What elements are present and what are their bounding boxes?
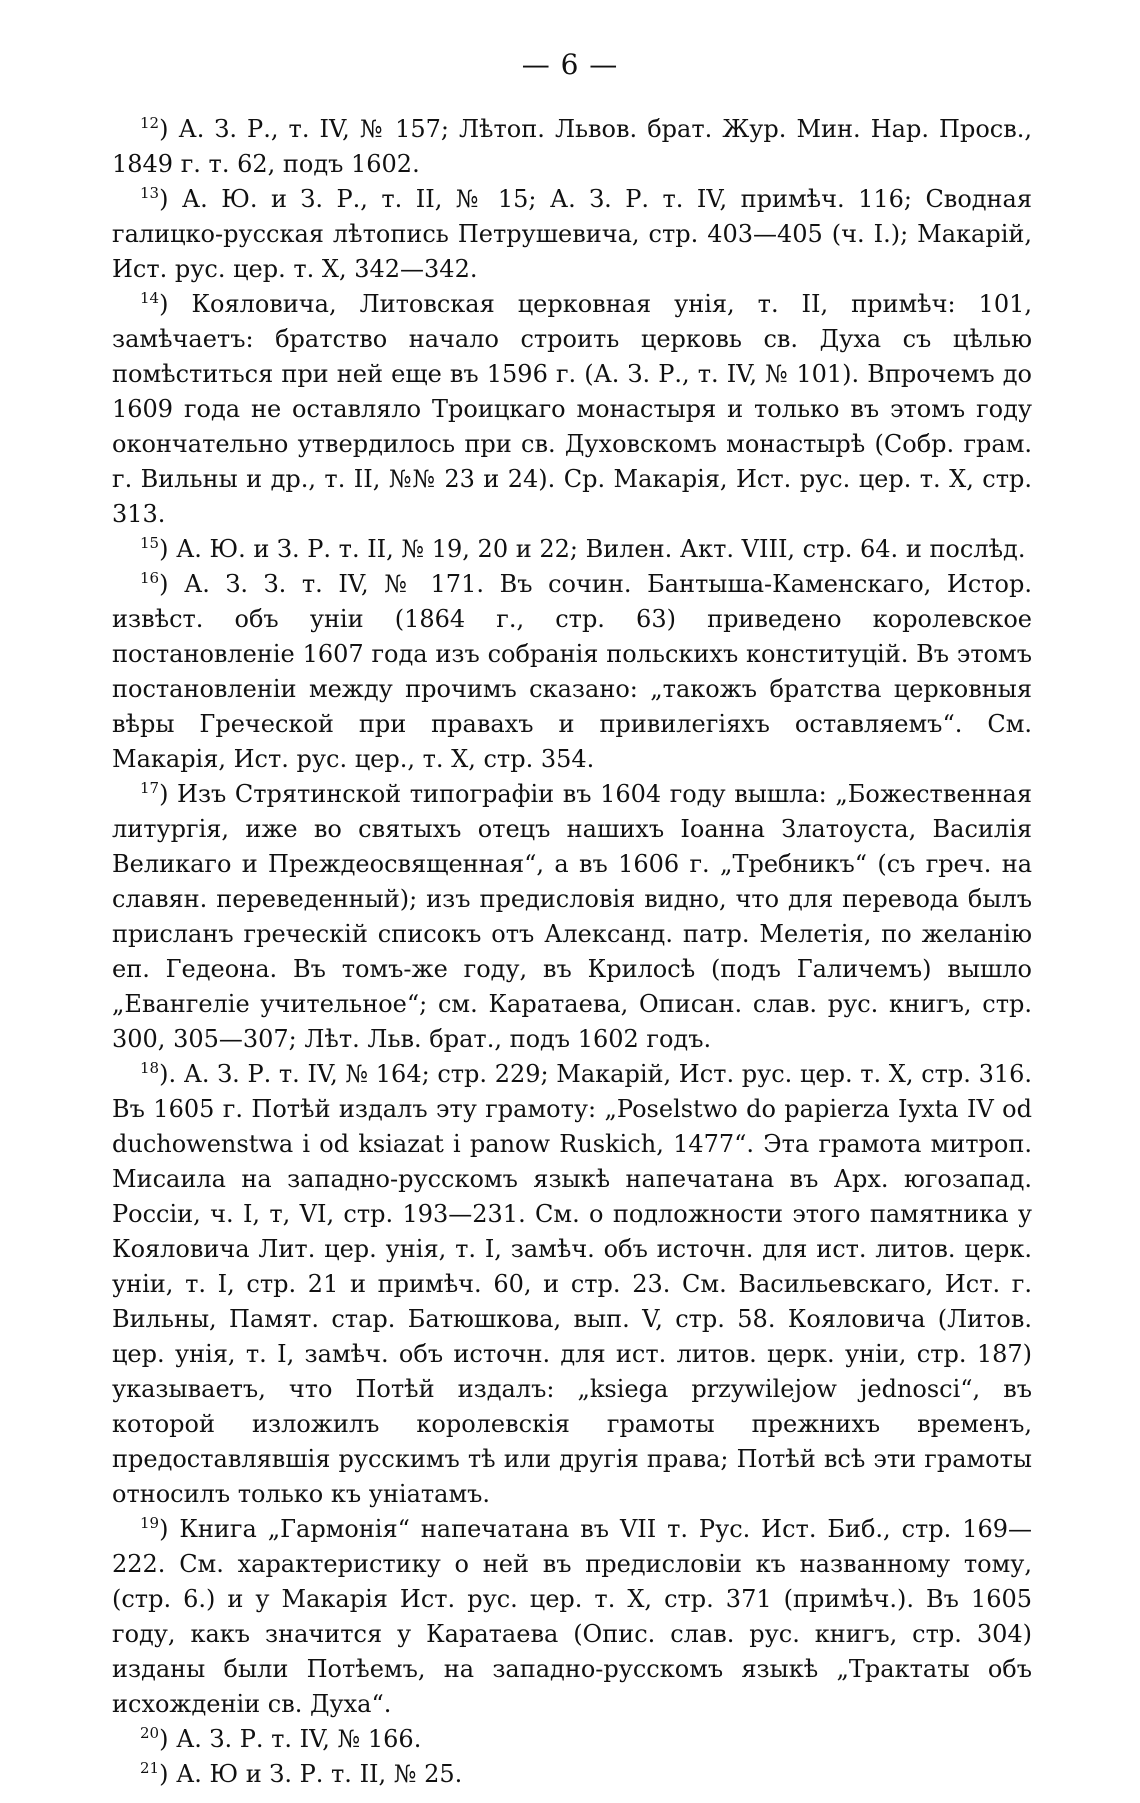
footnote-18: [112, 1057, 1032, 1512]
footnote-16: [112, 567, 1032, 777]
footnote-number: 17: [140, 779, 160, 797]
footnote-20: [112, 1722, 1032, 1757]
footnote-12: [112, 112, 1032, 182]
footnote-number: 16: [140, 569, 160, 587]
page-number: — 6 —: [521, 48, 619, 81]
footnote-text: ) Книга „Гармонія“ напечатана въ VII т. Рус. Ист. Биб., стр. 169—222. См. характеристику о ней въ предисловіи къ названному тому, (стр. 6.) и у Макарія Ист. рус. цер. т. X, стр. 371 (примѣч.). Въ 1605 году, какъ значится у Каратаева (Опис. слав. рус. книгъ, стр. 304) изданы были Потѣемъ, на западно-русскомъ языкѣ „Трактаты объ исхожденіи св. Духа“.: [112, 1515, 1032, 1718]
footnotes-block: [112, 112, 1032, 1792]
footnote-13: [112, 182, 1032, 287]
footnote-text: ) Изъ Стрятинской типографіи въ 1604 году вышла: „Божественная литургія, иже во святыхъ отецъ нашихъ Іоанна Златоуста, Василія Великаго и Преждеосвященная“, а въ 1606 г. „Требникъ“ (съ греч. на славян. переведенный); изъ предисловія видно, что для перевода былъ присланъ греческій списокъ отъ Александ. патр. Мелетія, по желанію еп. Гедеона. Въ томъ-же году, въ Крилосѣ (подъ Галичемъ) вышло „Евангеліе учительное“; см. Каратаева, Описан. слав. рус. книгъ, стр. 300, 305—307; Лѣт. Льв. брат., подъ 1602 годъ.: [112, 780, 1032, 1053]
footnote-number: 13: [140, 184, 160, 202]
footnote-text: ) А. З. Р., т. IV, № 157; Лѣтоп. Львов. брат. Жур. Мин. Нар. Просв., 1849 г. т. 62, подъ 1602.: [112, 115, 1032, 178]
footnote-text: ) А. Ю. и З. Р., т. II, № 15; А. З. Р. т. IV, примѣч. 116; Сводная галицко-русская лѣтопись Петрушевича, стр. 403—405 (ч. I.); Макарій, Ист. рус. цер. т. X, 342—342.: [112, 185, 1032, 283]
footnote-21: [112, 1757, 1032, 1792]
footnote-text: ) А. З. З. т. IV, № 171. Въ сочин. Бантыша-Каменскаго, Истор. извѣст. объ уніи (1864 г., стр. 63) приведено королевское постановленіе 1607 года изъ собранія польскихъ конституцій. Въ этомъ постановленіи между прочимъ сказано: „такожъ братства церковныя вѣры Греческой при правахъ и привилегіяхъ оставляемъ“. См. Макарія, Ист. рус. цер., т. X, стр. 354.: [112, 570, 1032, 773]
footnote-number: 12: [140, 114, 160, 132]
footnote-number: 14: [140, 289, 160, 307]
footnote-text: ). А. З. Р. т. IV, № 164; стр. 229; Макарій, Ист. рус. цер. т. X, стр. 316. Въ 1605 г. Потѣй издалъ эту грамоту: „Poselstwo do papierza Iyxta IV od duchowenstwa i od ksiazat i panow Ruskich, 1477“. Эта грамота митроп. Мисаила на западно-русскомъ языкѣ напечатана въ Арх. югозапад. Россіи, ч. I, т, VI, стр. 193—231. См. о подложности этого памятника у Кояловича Лит. цер. унія, т. I, замѣч. объ источн. для ист. литов. церк. уніи, т. I, стр. 21 и примѣч. 60, и стр. 23. См. Васильевскаго, Ист. г. Вильны, Памят. стар. Батюшкова, вып. V, стр. 58. Кояловича (Литов. цер. унія, т. I, замѣч. объ источн. для ист. литов. церк. уніи, стр. 187) указываетъ, что Потѣй издалъ: „ksiega przywilejow jednosci“, въ которой изложилъ королевскія грамоты прежнихъ временъ, предоставлявшія русскимъ тѣ или другія права; Потѣй всѣ эти грамоты относилъ только къ уніатамъ.: [112, 1060, 1032, 1508]
footnote-number: 18: [140, 1059, 160, 1077]
footnote-text: ) А. Ю и З. Р. т. II, № 25.: [159, 1760, 463, 1788]
footnote-text: ) А. З. Р. т. IV, № 166.: [159, 1725, 422, 1753]
footnote-14: [112, 287, 1032, 532]
footnote-number: 15: [140, 534, 160, 552]
footnote-19: [112, 1512, 1032, 1722]
footnote-17: [112, 777, 1032, 1057]
footnote-15: [112, 532, 1032, 567]
footnote-text: ) Кояловича, Литовская церковная унія, т. II, примѣч: 101, замѣчаетъ: братство начало строить церковь св. Духа съ цѣлью помѣститься при ней еще въ 1596 г. (А. З. Р., т. IV, № 101). Впрочемъ до 1609 года не оставляло Троицкаго монастыря и только въ этомъ году окончательно утвердилось при св. Духовскомъ монастырѣ (Собр. грам. г. Вильны и др., т. II, №№ 23 и 24). Ср. Макарія, Ист. рус. цер. т. X, стр. 313.: [112, 290, 1032, 528]
footnote-number: 19: [140, 1514, 160, 1532]
footnote-number: 20: [140, 1724, 160, 1742]
footnote-number: 21: [140, 1759, 160, 1777]
footnote-text: ) А. Ю. и З. Р. т. II, № 19, 20 и 22; Вилен. Акт. VIII, стр. 64. и послѣд.: [159, 535, 1026, 563]
